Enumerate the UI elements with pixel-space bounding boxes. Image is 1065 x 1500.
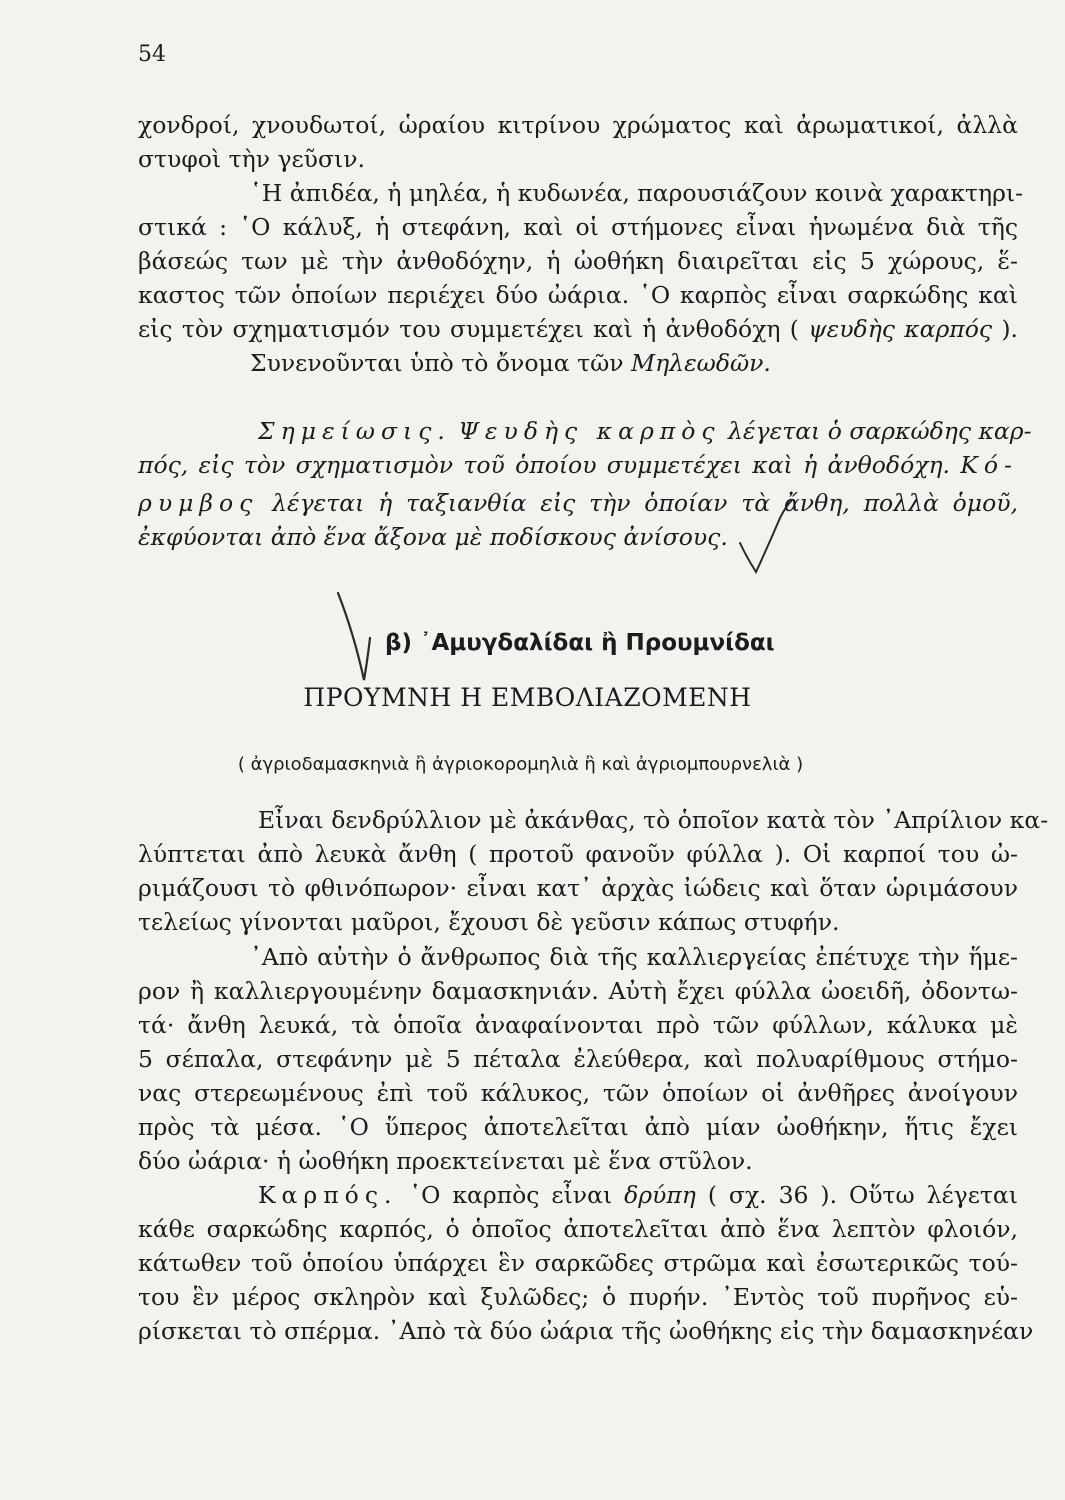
species-title-text: ΠΡΟΥΜΝΗ Η ΕΜΒΟΛΙΑΖΟΜΕΝΗ: [303, 683, 752, 712]
note-label: Σημείωσις.: [258, 417, 451, 445]
text-line: ρον ἢ καλλιεργουμένην δαμασκηνιάν. Αὐτὴ ἔχει φύλλα ὠοειδῆ, ὀδοντω-: [138, 977, 1018, 1005]
italic-term: Μηλεωδῶν.: [631, 349, 771, 377]
handwritten-checkmark-icon: [328, 498, 888, 708]
text-line: ῾Η ἀπιδέα, ἡ μηλέα, ἡ κυδωνέα, παρουσιάζουν κοινὰ χαρακτηρι-: [250, 179, 1024, 207]
species-subtitle-text: ( ἀγριοδαμασκηνιὰ ἢ ἀγριοκορομηλιὰ ἢ καὶ ἀγριομπουρνελιὰ ): [237, 754, 804, 775]
text-line: [138, 314, 1018, 344]
paragraph-term: Καρπός.: [258, 1181, 398, 1209]
note-term: Κό-: [960, 451, 1018, 479]
text-line: καστος τῶν ὁποίων περιέχει δύο ὠάρια. ῾Ο καρπὸς εἶναι σαρκώδης καὶ: [138, 281, 1018, 309]
text-segment: ῾Ο καρπὸς εἶναι: [409, 1181, 613, 1209]
species-subtitle: [0, 754, 1065, 775]
text-line: ἐκφύονται ἀπὸ ἕνα ἄξονα μὲ ποδίσκους ἀνίσους.: [138, 523, 728, 551]
italic-term: ψευδὴς καρπός: [808, 315, 993, 343]
text-segment: λέγεται ὁ σαρκώδης καρ-: [728, 417, 1032, 445]
text-segment: ).: [1001, 315, 1018, 343]
text-line: [258, 1180, 1018, 1210]
text-line: ρίσκεται τὸ σπέρμα. ᾿Απὸ τὰ δύο ὠάρια τῆς ὠοθήκης εἰς τὴν δαμασκηνέαν: [138, 1317, 1034, 1345]
text-line: στυφοὶ τὴν γεῦσιν.: [138, 145, 365, 173]
text-line: χονδροί, χνουδωτοί, ὡραίου κιτρίνου χρώματος καὶ ἀρωματικοί, ἀλλὰ: [138, 111, 1018, 139]
section-heading: β) ᾿Αμυγδαλίδαι ἢ Προυμνίδαι: [385, 630, 775, 656]
italic-term: δρύπη: [624, 1181, 696, 1209]
text-line: πρὸς τὰ μέσα. ῾Ο ὕπερος ἀποτελεῖται ἀπὸ μίαν ὠοθήκην, ἥτις ἔχει: [138, 1113, 1018, 1141]
page-number: 54: [138, 42, 166, 67]
text-line: κάτωθεν τοῦ ὁποίου ὑπάρχει ἓν σαρκῶδες στρῶμα καὶ ἐσωτερικῶς τού-: [138, 1249, 1018, 1277]
text-segment: πός, εἰς τὸν σχηματισμὸν τοῦ ὁποίου συμμετέχει καὶ ἡ ἀνθοδόχη.: [138, 451, 951, 479]
text-segment: λέγεται ἡ ταξιανθία εἰς τὴν ὁποίαν τὰ ἄνθη, πολλὰ ὁμοῦ,: [272, 489, 1018, 517]
text-line: στικά : ῾Ο κάλυξ, ἡ στεφάνη, καὶ οἱ στήμονες εἶναι ἡνωμένα διὰ τῆς: [138, 213, 1018, 241]
text-line: ριμάζουσι τὸ φθινόπωρον· εἶναι κατ᾿ ἀρχὰς ἰώδεις καὶ ὅταν ὡριμάσουν: [138, 874, 1018, 902]
text-line: 5 σέπαλα, στεφάνην μὲ 5 πέταλα ἐλεύθερα, καὶ πολυαρίθμους στήμο-: [138, 1045, 1018, 1073]
text-line: λύπτεται ἀπὸ λευκὰ ἄνθη ( προτοῦ φανοῦν φύλλα ). Οἱ καρποί του ὠ-: [138, 840, 1018, 868]
text-line: Εἶναι δενδρύλλιον μὲ ἀκάνθας, τὸ ὁποῖον κατὰ τὸν ᾿Απρίλιον κα-: [258, 806, 1049, 834]
text-line: του ἓν μέρος σκληρὸν καὶ ξυλῶδες; ὁ πυρήν. ᾿Εντὸς τοῦ πυρῆνος εὑ-: [138, 1283, 1018, 1311]
text-segment: Συνενοῦνται ὑπὸ τὸ ὄνομα τῶν: [250, 349, 624, 377]
text-line: βάσεώς των μὲ τὴν ἀνθοδόχην, ἡ ὠοθήκη διαιρεῖται εἰς 5 χώρους, ἕ-: [138, 247, 1018, 275]
text-line: νας στερεωμένους ἐπὶ τοῦ κάλυκος, τῶν ὁποίων οἱ ἀνθῆρες ἀνοίγουν: [138, 1079, 1018, 1107]
text-line: [138, 450, 1018, 480]
text-line: τά· ἄνθη λευκά, τὰ ὁποῖα ἀναφαίνονται πρὸ τῶν φύλλων, κάλυκα μὲ: [138, 1011, 1018, 1039]
text-line: κάθε σαρκώδης καρπός, ὁ ὁποῖος ἀποτελεῖται ἀπὸ ἕνα λεπτὸν φλοιόν,: [138, 1215, 1018, 1243]
text-line: ᾿Απὸ αὐτὴν ὁ ἄνθρωπος διὰ τῆς καλλιεργείας ἐπέτυχε τὴν ἥμε-: [250, 943, 1018, 971]
text-line: δύο ὠάρια· ἡ ὠοθήκη προεκτείνεται μὲ ἕνα στῦλον.: [138, 1147, 753, 1175]
note-term: ρυμβος: [138, 489, 259, 517]
text-segment: ( σχ. 36 ). Οὕτω λέγεται: [707, 1181, 1018, 1209]
text-segment: εἰς τὸν σχηματισμόν του συμμετέχει καὶ ἡ ἀνθοδόχη (: [138, 315, 799, 343]
text-line: [258, 416, 1032, 446]
species-title: [0, 683, 1065, 712]
text-line: τελείως γίνονται μαῦροι, ἔχουσι δὲ γεῦσιν κάπως στυφήν.: [138, 908, 840, 936]
note-term: Ψευδὴς καρπὸς: [458, 417, 721, 445]
text-line: [250, 348, 1018, 378]
